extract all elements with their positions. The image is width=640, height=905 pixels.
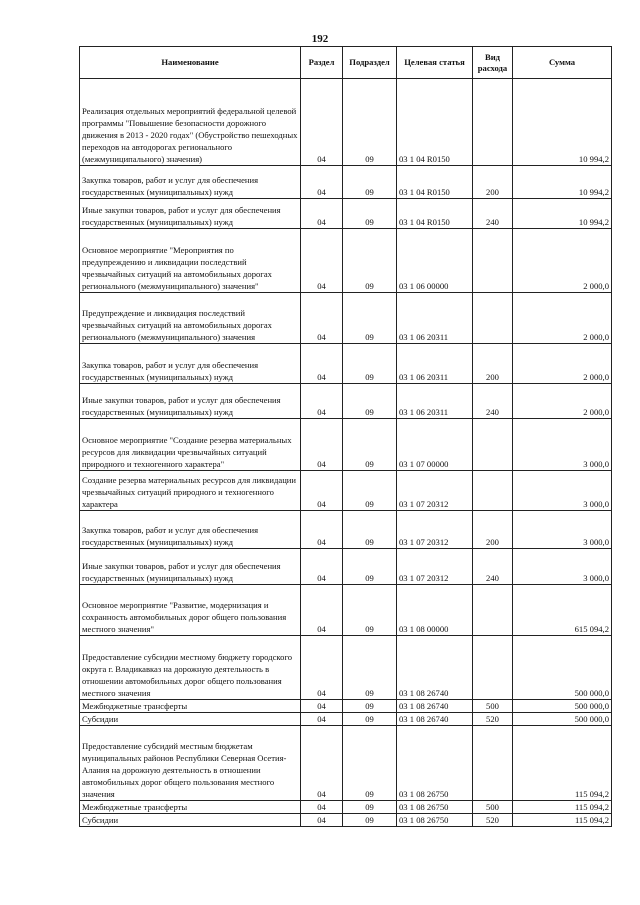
row-section: 04 bbox=[301, 585, 343, 636]
row-target-article: 03 1 07 20312 bbox=[397, 511, 473, 549]
row-expense-type bbox=[473, 726, 513, 801]
row-subsection: 09 bbox=[343, 384, 397, 419]
row-target-article: 03 1 08 00000 bbox=[397, 585, 473, 636]
table-row bbox=[80, 511, 612, 549]
row-subsection: 09 bbox=[343, 293, 397, 344]
table-row bbox=[80, 471, 612, 511]
row-expense-type bbox=[473, 585, 513, 636]
row-section: 04 bbox=[301, 293, 343, 344]
row-name: Реализация отдельных мероприятий федеральной целевой программы "Повышение безопасности дорожного движения в 2013 - 2020 годах" (Обустройство пешеходных переходов на автодорогах регионального (межмуниципального) значения) bbox=[80, 79, 301, 166]
row-target-article: 03 1 06 20311 bbox=[397, 293, 473, 344]
row-name: Субсидии bbox=[80, 713, 301, 726]
row-target-article: 03 1 07 20312 bbox=[397, 471, 473, 511]
row-amount: 115 094,2 bbox=[513, 814, 612, 827]
row-name: Основное мероприятие "Развитие, модернизация и сохранность автомобильных дорог общего пользования местного значения" bbox=[80, 585, 301, 636]
row-expense-type bbox=[473, 229, 513, 293]
row-section: 04 bbox=[301, 713, 343, 726]
row-section: 04 bbox=[301, 344, 343, 384]
row-name: Межбюджетные трансферты bbox=[80, 801, 301, 814]
row-subsection: 09 bbox=[343, 700, 397, 713]
table-row bbox=[80, 726, 612, 801]
row-subsection: 09 bbox=[343, 79, 397, 166]
row-expense-type: 520 bbox=[473, 713, 513, 726]
row-section: 04 bbox=[301, 419, 343, 471]
row-amount: 115 094,2 bbox=[513, 726, 612, 801]
row-subsection: 09 bbox=[343, 549, 397, 585]
table-header-row bbox=[80, 47, 612, 79]
table-row bbox=[80, 700, 612, 713]
table-row bbox=[80, 814, 612, 827]
table-row bbox=[80, 293, 612, 344]
row-expense-type: 500 bbox=[473, 801, 513, 814]
row-subsection: 09 bbox=[343, 419, 397, 471]
table-row bbox=[80, 344, 612, 384]
row-section: 04 bbox=[301, 636, 343, 700]
row-subsection: 09 bbox=[343, 726, 397, 801]
row-section: 04 bbox=[301, 549, 343, 585]
row-amount: 10 994,2 bbox=[513, 166, 612, 199]
row-section: 04 bbox=[301, 166, 343, 199]
row-target-article: 03 1 07 20312 bbox=[397, 549, 473, 585]
table-row bbox=[80, 549, 612, 585]
table-row bbox=[80, 199, 612, 229]
table-row bbox=[80, 79, 612, 166]
row-expense-type bbox=[473, 419, 513, 471]
row-name: Закупка товаров, работ и услуг для обеспечения государственных (муниципальных) нужд bbox=[80, 344, 301, 384]
row-amount: 2 000,0 bbox=[513, 229, 612, 293]
row-amount: 3 000,0 bbox=[513, 471, 612, 511]
row-amount: 10 994,2 bbox=[513, 79, 612, 166]
row-name: Иные закупки товаров, работ и услуг для обеспечения государственных (муниципальных) нужд bbox=[80, 199, 301, 229]
table-row bbox=[80, 384, 612, 419]
row-expense-type: 520 bbox=[473, 814, 513, 827]
row-name: Иные закупки товаров, работ и услуг для обеспечения государственных (муниципальных) нужд bbox=[80, 549, 301, 585]
row-target-article: 03 1 08 26750 bbox=[397, 801, 473, 814]
row-target-article: 03 1 07 00000 bbox=[397, 419, 473, 471]
budget-table bbox=[79, 46, 612, 827]
header-expense-type: Вид расхода bbox=[473, 47, 513, 79]
header-target-article: Целевая статья bbox=[397, 47, 473, 79]
row-section: 04 bbox=[301, 199, 343, 229]
header-subsection: Подраздел bbox=[343, 47, 397, 79]
row-section: 04 bbox=[301, 801, 343, 814]
row-target-article: 03 1 06 00000 bbox=[397, 229, 473, 293]
row-target-article: 03 1 08 26750 bbox=[397, 814, 473, 827]
row-target-article: 03 1 08 26740 bbox=[397, 713, 473, 726]
row-subsection: 09 bbox=[343, 344, 397, 384]
row-expense-type: 200 bbox=[473, 344, 513, 384]
row-section: 04 bbox=[301, 384, 343, 419]
row-subsection: 09 bbox=[343, 585, 397, 636]
row-name: Закупка товаров, работ и услуг для обеспечения государственных (муниципальных) нужд bbox=[80, 511, 301, 549]
row-expense-type: 200 bbox=[473, 511, 513, 549]
table-row bbox=[80, 166, 612, 199]
row-amount: 615 094,2 bbox=[513, 585, 612, 636]
row-name: Иные закупки товаров, работ и услуг для обеспечения государственных (муниципальных) нужд bbox=[80, 384, 301, 419]
row-name: Создание резерва материальных ресурсов для ликвидации чрезвычайных ситуаций природного и техногенного характера bbox=[80, 471, 301, 511]
row-amount: 2 000,0 bbox=[513, 384, 612, 419]
row-target-article: 03 1 08 26740 bbox=[397, 700, 473, 713]
row-subsection: 09 bbox=[343, 801, 397, 814]
row-amount: 500 000,0 bbox=[513, 713, 612, 726]
row-amount: 3 000,0 bbox=[513, 419, 612, 471]
row-target-article: 03 1 06 20311 bbox=[397, 344, 473, 384]
row-name: Межбюджетные трансферты bbox=[80, 700, 301, 713]
row-target-article: 03 1 08 26740 bbox=[397, 636, 473, 700]
row-expense-type bbox=[473, 636, 513, 700]
row-name: Предоставление субсидии местному бюджету городского округа г. Владикавказ на дорожную деятельность в отношении автомобильных дорог общего пользования местного значения bbox=[80, 636, 301, 700]
row-amount: 2 000,0 bbox=[513, 344, 612, 384]
row-subsection: 09 bbox=[343, 713, 397, 726]
row-name: Предоставление субсидий местным бюджетам муниципальных районов Республики Северная Осетия-Алания на дорожную деятельность в отношении автомобильных дорог общего пользования местного значения bbox=[80, 726, 301, 801]
row-expense-type: 240 bbox=[473, 384, 513, 419]
row-target-article: 03 1 04 R0150 bbox=[397, 199, 473, 229]
row-target-article: 03 1 06 20311 bbox=[397, 384, 473, 419]
row-subsection: 09 bbox=[343, 511, 397, 549]
row-name: Закупка товаров, работ и услуг для обеспечения государственных (муниципальных) нужд bbox=[80, 166, 301, 199]
row-expense-type: 200 bbox=[473, 166, 513, 199]
row-expense-type: 500 bbox=[473, 700, 513, 713]
row-expense-type: 240 bbox=[473, 549, 513, 585]
row-target-article: 03 1 04 R0150 bbox=[397, 166, 473, 199]
header-section: Раздел bbox=[301, 47, 343, 79]
header-amount: Сумма bbox=[513, 47, 612, 79]
row-section: 04 bbox=[301, 814, 343, 827]
row-amount: 115 094,2 bbox=[513, 801, 612, 814]
table-row bbox=[80, 713, 612, 726]
row-section: 04 bbox=[301, 79, 343, 166]
table-row bbox=[80, 585, 612, 636]
row-expense-type: 240 bbox=[473, 199, 513, 229]
row-section: 04 bbox=[301, 700, 343, 713]
row-subsection: 09 bbox=[343, 229, 397, 293]
row-expense-type bbox=[473, 471, 513, 511]
row-name: Субсидии bbox=[80, 814, 301, 827]
row-subsection: 09 bbox=[343, 199, 397, 229]
row-subsection: 09 bbox=[343, 471, 397, 511]
row-amount: 3 000,0 bbox=[513, 511, 612, 549]
row-name: Основное мероприятие "Создание резерва материальных ресурсов для ликвидации чрезвычайных ситуаций природного и техногенного характера" bbox=[80, 419, 301, 471]
page-number: 192 bbox=[311, 33, 329, 45]
table-row bbox=[80, 801, 612, 814]
row-amount: 500 000,0 bbox=[513, 636, 612, 700]
row-expense-type bbox=[473, 293, 513, 344]
row-target-article: 03 1 08 26750 bbox=[397, 726, 473, 801]
row-subsection: 09 bbox=[343, 166, 397, 199]
row-expense-type bbox=[473, 79, 513, 166]
row-subsection: 09 bbox=[343, 636, 397, 700]
row-target-article: 03 1 04 R0150 bbox=[397, 79, 473, 166]
row-section: 04 bbox=[301, 726, 343, 801]
row-name: Основное мероприятие "Мероприятия по предупреждению и ликвидации последствий чрезвычайных ситуаций на автомобильных дорогах регионального (межмуниципального) значения" bbox=[80, 229, 301, 293]
row-amount: 10 994,2 bbox=[513, 199, 612, 229]
row-section: 04 bbox=[301, 511, 343, 549]
table-row bbox=[80, 419, 612, 471]
row-section: 04 bbox=[301, 471, 343, 511]
row-amount: 2 000,0 bbox=[513, 293, 612, 344]
row-section: 04 bbox=[301, 229, 343, 293]
row-amount: 500 000,0 bbox=[513, 700, 612, 713]
row-name: Предупреждение и ликвидация последствий чрезвычайных ситуаций на автомобильных дорогах регионального (межмуниципального) значения bbox=[80, 293, 301, 344]
table-row bbox=[80, 636, 612, 700]
row-subsection: 09 bbox=[343, 814, 397, 827]
table-row bbox=[80, 229, 612, 293]
row-amount: 3 000,0 bbox=[513, 549, 612, 585]
header-name: Наименование bbox=[80, 47, 301, 79]
